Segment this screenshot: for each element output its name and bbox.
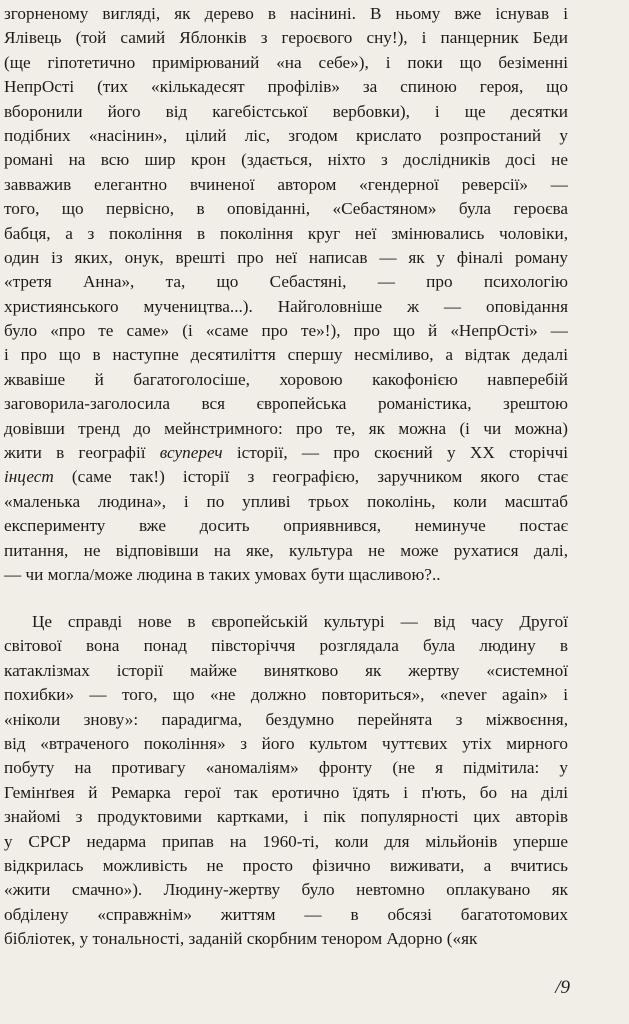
page-number: /9: [555, 977, 570, 998]
text-line: катаклізмах історії майже винятково як жертву «системної: [4, 660, 568, 680]
text-line: «маленька людина», і по упливі трьох поколінь, коли масштаб: [4, 491, 568, 511]
text-line: завважив елегантно вчиненої автором «гендерної реверсії» —: [4, 174, 568, 194]
text-line: питання, не відповівши на яке, культура не може рухатися далі,: [4, 540, 568, 560]
text-line: було «про те саме» (і «саме про те»!), про що й «НепрОсті» —: [4, 321, 568, 341]
text-line: інцест (саме так!) історії з географією, заручником якого стає: [4, 467, 568, 487]
text-line: (ще гіпотетично примірюваний «на себе»), і поки що безіменні: [4, 52, 568, 72]
paragraph-2: [4, 610, 568, 951]
text-line: жвавіше й багатоголосіше, хоровою какофонією навперебій: [4, 369, 568, 389]
text-line: похибки» — того, що «не должно повториться», «never again» і: [4, 685, 568, 705]
text-line: бабця, а з покоління в покоління круг неї змінювались чоловіки,: [4, 223, 568, 243]
text-line: Ялівець (той самий Яблонків з героєвого сну!), і панцерник Беди: [4, 28, 568, 48]
text-line: Гемінґвея й Ремарка герої так еротично їдять і п'ють, бо на ділі: [4, 782, 568, 802]
text-line: знайомі з продуктовими картками, і пік популярності цих авторів: [4, 807, 568, 827]
text-line: експерименту вже досить оприявнився, неминуче постає: [4, 516, 568, 536]
text-line: довівши тренд до мейнстримного: про те, як можна (і чи можна): [4, 418, 568, 438]
paragraph-1: [4, 2, 568, 587]
text-line: вборонили його від кагебістської вербовки), і ще десятки: [4, 101, 568, 121]
text-line: романі на всю шир крон (здається, ніхто з дослідників досі не: [4, 150, 568, 170]
text-line: того, що первісно, в оповіданні, «Себастяном» була героєва: [4, 199, 568, 219]
text-line: «третя Анна», та, що Себастяні, — про психологію: [4, 272, 568, 292]
text-line: «ніколи знову»: парадигма, бездумно перейнята з міжвоєння,: [4, 709, 568, 729]
text-line: побуту на противагу «аномаліям» фронту (не я підмітила: у: [4, 758, 568, 778]
text-line: світової вона понад півсторіччя розглядала була людину в: [4, 636, 568, 656]
text-line: у СРСР недарма припав на 1960-ті, коли для мільйонів уперше: [4, 831, 568, 851]
text-line: «жити смачно»). Людину-жертву було невтомно оплакувано як: [4, 880, 568, 900]
text-line: заговорила-заголосила вся європейська романістика, зрештою: [4, 394, 568, 414]
text-line: згорненому вигляді, як дерево в насінині. В ньому вже існував і: [4, 4, 568, 23]
text-line: подібних «насінин», цілий ліс, згодом крислато розпростаний у: [4, 125, 568, 145]
text-line: один із яких, онук, врешті про неї написав — як у фіналі роману: [4, 247, 568, 267]
text-line: відкрилась можливість не просто фізично виживати, а вчитись: [4, 855, 568, 875]
text-line: від «втраченого покоління» з його культом чуттєвих утіх мирного: [4, 733, 568, 753]
text-line: бібліотек, у тональності, заданій скорбним тенором Адорно («як: [4, 929, 478, 949]
text-line: — чи могла/може людина в таких умовах бути щасливою?..: [4, 564, 441, 584]
text-line: обділену «справжнім» життям — в обсязі багатотомових: [4, 904, 568, 924]
text-line: НепрОсті (тих «кількадесят профілів» за спиною героя, що: [4, 77, 568, 97]
text-line: і про що в наступне десятиліття спершу несміливо, а відтак дедалі: [4, 345, 568, 365]
emphasis: всупереч: [159, 443, 223, 463]
text-line: Це справді нове в європейській культурі — від часу Другої: [32, 612, 568, 631]
text-line: жити в географії всупереч історії, — про скоєний у XX сторіччі: [4, 443, 568, 463]
text-line: християнського мучеництва...). Найголовніше ж — оповідання: [4, 296, 568, 316]
emphasis: інцест: [4, 467, 54, 487]
